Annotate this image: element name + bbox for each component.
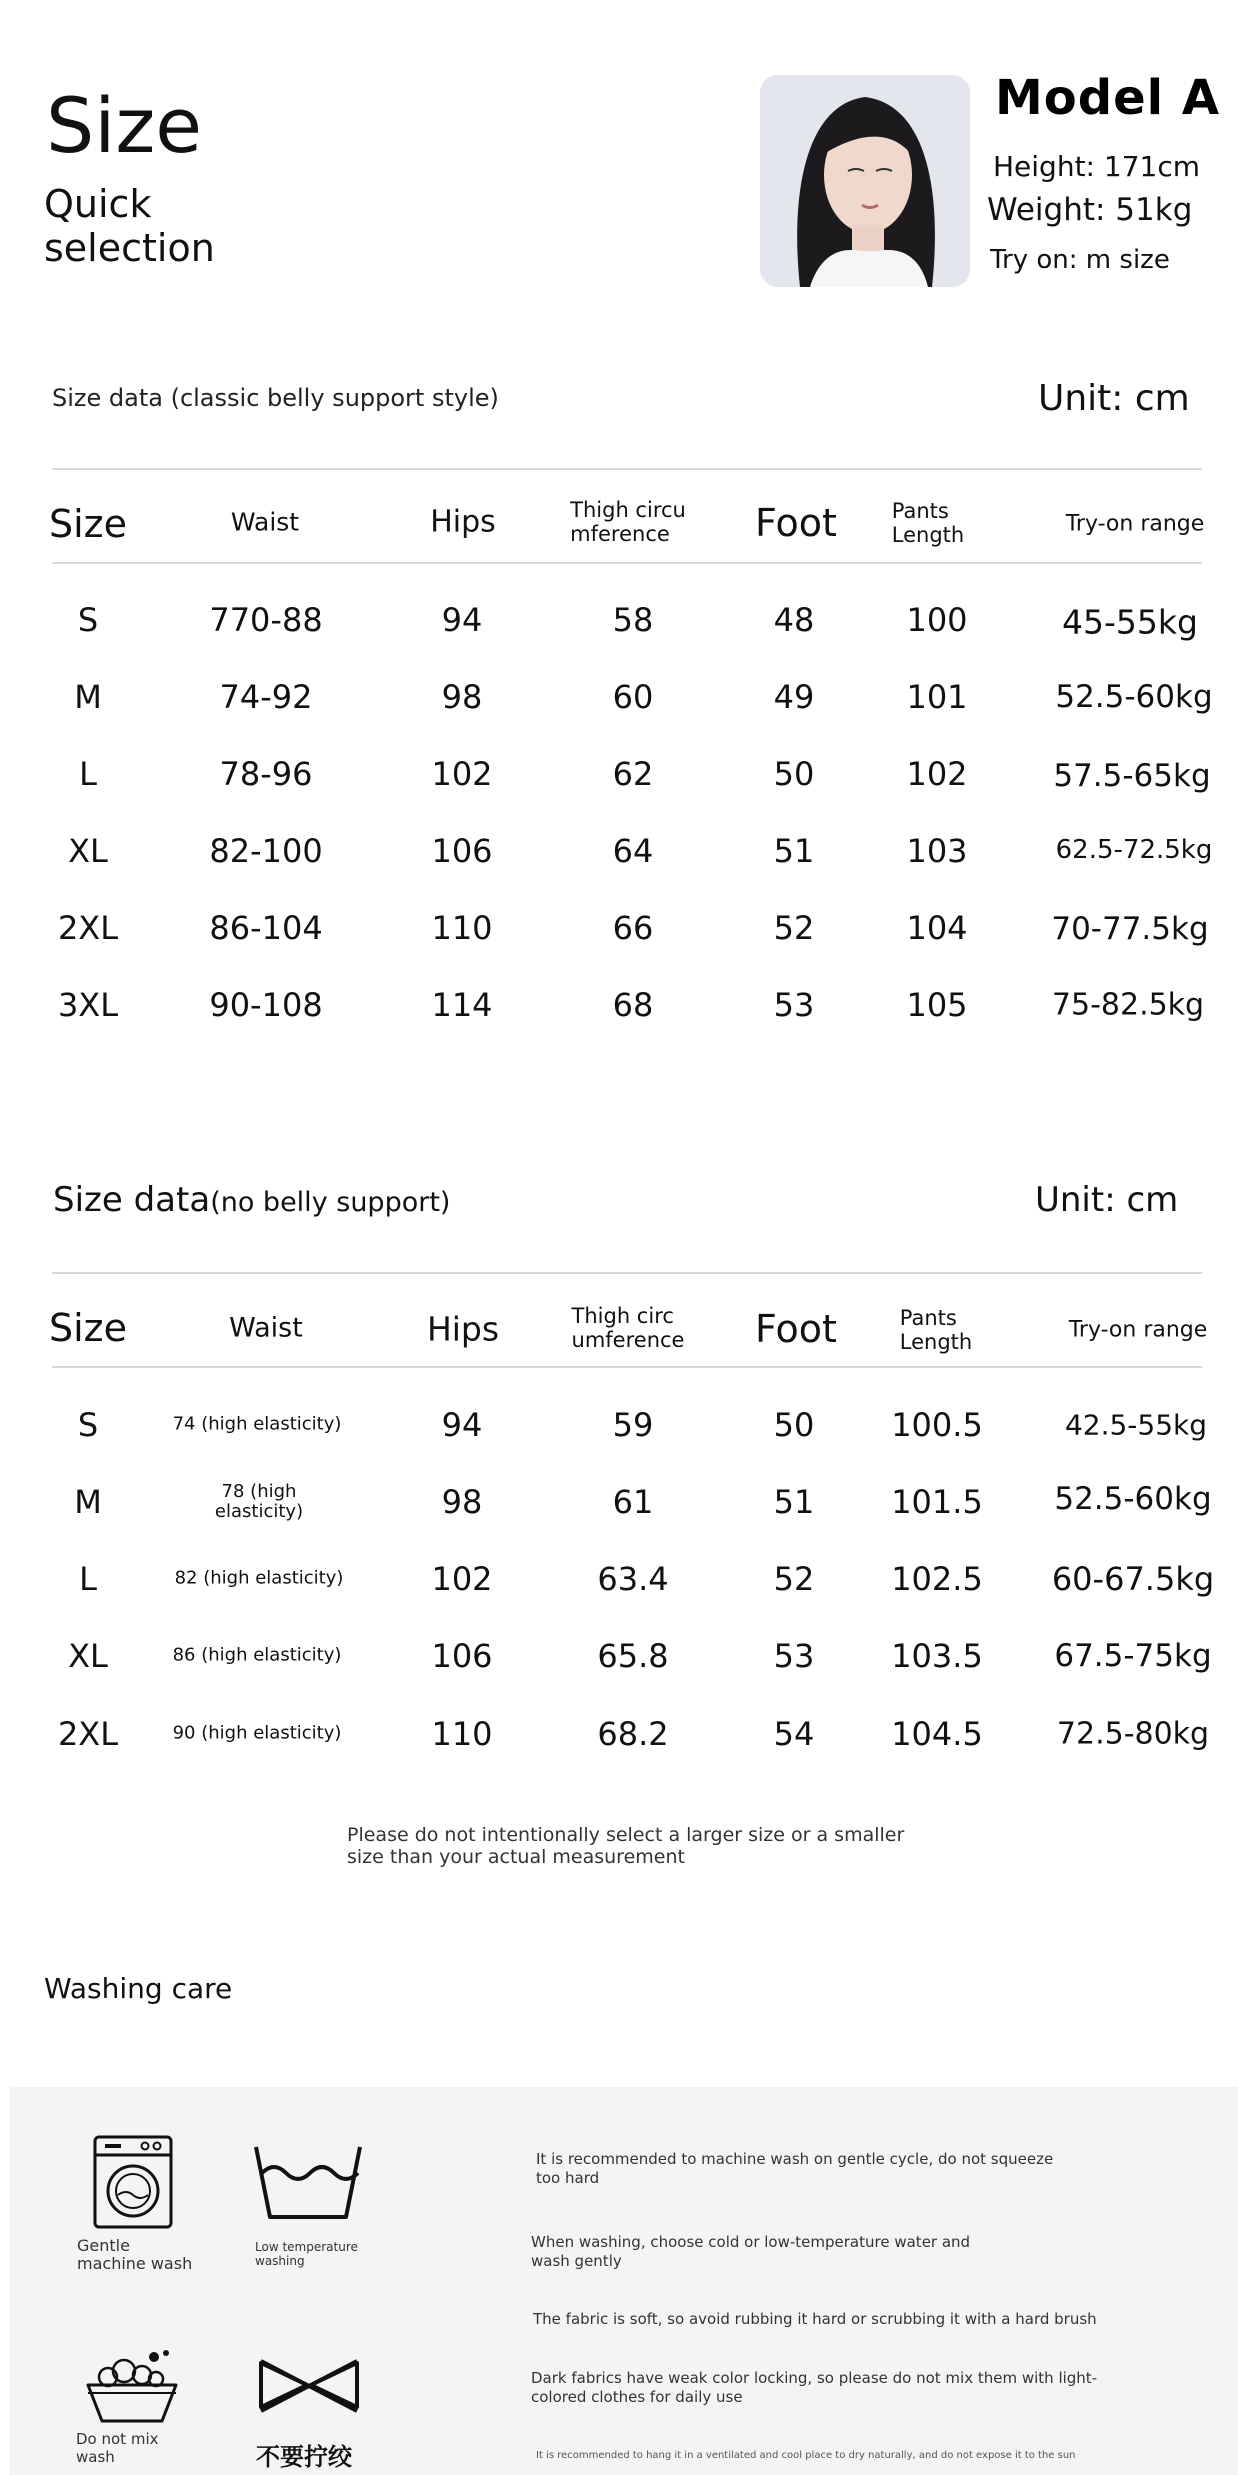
- table-cell: 45-55kg: [1062, 602, 1198, 642]
- table-cell: 2XL: [57, 1715, 119, 1753]
- model-height: Height: 171cm: [993, 150, 1201, 183]
- table-cell: 52.5-60kg: [1055, 679, 1213, 715]
- table-cell: 48: [773, 601, 815, 639]
- table2-label-main: Size data: [53, 1180, 211, 1220]
- no-wring-icon: [257, 2355, 361, 2421]
- table-cell: 102: [431, 1560, 493, 1598]
- table1-header-pants-length: Pants Length: [891, 499, 965, 547]
- table-cell: 105: [906, 986, 968, 1024]
- table-cell: 57.5-65kg: [1053, 758, 1211, 794]
- table-cell: M: [74, 1483, 102, 1521]
- table-cell: 110: [431, 1715, 493, 1753]
- table1-unit: Unit: cm: [1038, 378, 1190, 419]
- table2-label: [53, 1180, 450, 1220]
- care-tip-4: Dark fabrics have weak color locking, so please do not mix them with light-colored clothes for daily use: [531, 2369, 1098, 2406]
- table-cell: 100: [906, 601, 968, 639]
- table-cell: 51: [773, 1483, 815, 1521]
- table1-top-divider: [52, 468, 1202, 470]
- table2-header-hips: Hips: [426, 1309, 500, 1349]
- table-cell: 98: [441, 678, 483, 716]
- table-cell: 64: [612, 832, 654, 870]
- table-cell: 86-104: [209, 909, 323, 947]
- table-cell: XL: [68, 832, 108, 870]
- table-cell: L: [79, 1560, 97, 1598]
- table-cell: 59: [612, 1406, 654, 1444]
- table-cell: 70-77.5kg: [1051, 911, 1209, 947]
- table-cell: XL: [68, 1637, 108, 1675]
- model-name: Model A: [995, 70, 1220, 126]
- care-caption-low-temp: Low temperature washing: [255, 2240, 358, 2268]
- washing-machine-icon: [93, 2135, 175, 2235]
- table-cell: 60: [612, 678, 654, 716]
- table-cell: 65.8: [597, 1637, 669, 1675]
- table2-top-divider: [52, 1272, 1202, 1274]
- table1-header-foot: Foot: [755, 501, 837, 545]
- table-cell: 50: [773, 1406, 815, 1444]
- table-cell: 52: [773, 1560, 815, 1598]
- table-cell: S: [77, 1406, 99, 1444]
- table-cell: 770-88: [209, 601, 323, 639]
- model-portrait-image: [760, 75, 970, 287]
- page-subtitle: Quick selection: [44, 182, 215, 270]
- table-cell: 114: [431, 986, 493, 1024]
- table2-header-try-on-range: Try-on range: [1068, 1317, 1208, 1343]
- table2-header-waist: Waist: [229, 1312, 303, 1344]
- table1-label: Size data (classic belly support style): [52, 384, 499, 412]
- table-cell: 100.5: [891, 1406, 983, 1444]
- table2-header-pants-length: Pants Length: [899, 1306, 973, 1354]
- washing-care-title: Washing care: [44, 1972, 233, 2005]
- table-cell: 68: [612, 986, 654, 1024]
- table-cell: 67.5-75kg: [1054, 1638, 1212, 1674]
- table2-header-thigh: Thigh circ umference: [571, 1304, 685, 1352]
- table-cell: 62: [612, 755, 654, 793]
- model-weight: Weight: 51kg: [987, 192, 1193, 228]
- care-tip-5: It is recommended to hang it in a ventilated and cool place to dry naturally, and do not expose it to the sun: [536, 2450, 1076, 2461]
- table2-header-foot: Foot: [755, 1307, 837, 1351]
- table-cell: 103: [906, 832, 968, 870]
- table-cell: 94: [441, 601, 483, 639]
- table-cell: 63.4: [597, 1560, 669, 1598]
- table-cell: 102: [431, 755, 493, 793]
- care-caption-do-not-mix: Do not mix wash: [76, 2430, 159, 2466]
- table-cell: 62.5-72.5kg: [1055, 835, 1213, 865]
- table-cell: S: [77, 601, 99, 639]
- table-cell: 90 (high elasticity): [172, 1722, 342, 1744]
- table-cell: 104: [906, 909, 968, 947]
- care-tip-1: It is recommended to machine wash on gentle cycle, do not squeeze too hard: [536, 2150, 1054, 2187]
- table-cell: 82-100: [209, 832, 323, 870]
- care-panel: [10, 2087, 1238, 2475]
- table-cell: 86 (high elasticity): [172, 1644, 342, 1666]
- table-cell: M: [74, 678, 102, 716]
- table-cell: 102: [906, 755, 968, 793]
- table-cell: 90-108: [209, 986, 323, 1024]
- care-tip-3: The fabric is soft, so avoid rubbing it hard or scrubbing it with a hard brush: [533, 2310, 1097, 2328]
- table-cell: 98: [441, 1483, 483, 1521]
- table-cell: 54: [773, 1715, 815, 1753]
- table1-header-size: Size: [48, 502, 128, 546]
- table-cell: 42.5-55kg: [1064, 1408, 1208, 1442]
- table-cell: 102.5: [891, 1560, 983, 1598]
- table-cell: 104.5: [891, 1715, 983, 1753]
- care-tip-2: When washing, choose cold or low-temperature water and wash gently: [531, 2233, 971, 2270]
- table-cell: 75-82.5kg: [1051, 987, 1205, 1023]
- washbasin-icon: [82, 2345, 182, 2429]
- table-cell: 50: [773, 755, 815, 793]
- table-cell: 60-67.5kg: [1051, 1560, 1215, 1598]
- table-cell: 53: [773, 986, 815, 1024]
- table-cell: 74-92: [219, 678, 313, 716]
- table-cell: 110: [431, 909, 493, 947]
- care-caption-machine-wash: Gentle machine wash: [77, 2236, 193, 2273]
- table1-header-waist: Waist: [230, 507, 300, 537]
- model-try-on-size: Try on: m size: [990, 245, 1170, 275]
- table-cell: 106: [431, 1637, 493, 1675]
- size-advice-note: Please do not intentionally select a larger size or a smaller size than your actual measurement: [347, 1824, 905, 1868]
- table-cell: 106: [431, 832, 493, 870]
- table-cell: 78-96: [219, 755, 313, 793]
- table-cell: 94: [441, 1406, 483, 1444]
- table-cell: 53: [773, 1637, 815, 1675]
- table2-label-suffix: (no belly support): [210, 1187, 451, 1218]
- table-cell: 61: [612, 1483, 654, 1521]
- table-cell: 58: [612, 601, 654, 639]
- page-title: Size: [46, 81, 203, 170]
- table1-header-divider: [52, 562, 1202, 564]
- table2-header-size: Size: [48, 1306, 128, 1350]
- table-cell: 101.5: [891, 1483, 983, 1521]
- table1-header-thigh: Thigh circu mference: [570, 498, 686, 546]
- table-cell: 78 (high elasticity): [214, 1481, 304, 1522]
- table-cell: 2XL: [57, 909, 119, 947]
- table-cell: 51: [773, 832, 815, 870]
- table2-unit: Unit: cm: [1035, 1180, 1179, 1220]
- table-cell: 74 (high elasticity): [172, 1413, 342, 1435]
- table-cell: 66: [612, 909, 654, 947]
- table-cell: 82 (high elasticity): [174, 1567, 344, 1589]
- table-cell: L: [79, 755, 97, 793]
- table2-header-divider: [52, 1366, 1202, 1368]
- table-cell: 3XL: [57, 986, 119, 1024]
- table-cell: 72.5-80kg: [1056, 1716, 1210, 1752]
- table-cell: 52.5-60kg: [1054, 1481, 1212, 1517]
- washtub-icon: [252, 2143, 364, 2227]
- table-cell: 68.2: [597, 1715, 669, 1753]
- table-cell: 101: [906, 678, 968, 716]
- table1-header-try-on-range: Try-on range: [1065, 511, 1205, 537]
- model-photo: [760, 75, 970, 287]
- care-caption-no-wring: 不要拧绞: [256, 2443, 352, 2471]
- table1-header-hips: Hips: [430, 504, 496, 540]
- table-cell: 103.5: [891, 1637, 983, 1675]
- table-cell: 49: [773, 678, 815, 716]
- table-cell: 52: [773, 909, 815, 947]
